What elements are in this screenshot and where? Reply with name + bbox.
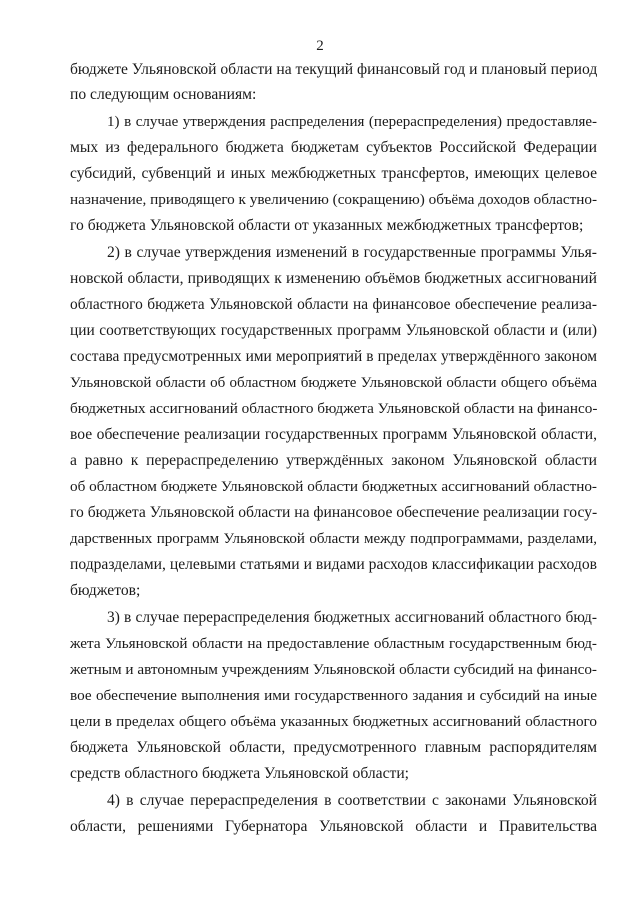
text-line: ции соответствующих государственных программ Ульяновской области и (или) <box>70 322 597 339</box>
text-line: вое обеспечение реализации государственных программ Ульяновской области, <box>70 426 597 443</box>
text-line: областного бюджета Ульяновской области на финансовое обеспечение реализа- <box>70 296 597 313</box>
text-line: 2) в случае утверждения изменений в государственные программы Улья- <box>107 244 597 261</box>
text-line: бюджете Ульяновской области на текущий финансовый год и плановый период <box>70 61 598 78</box>
text-line: жета Ульяновской области на предоставление областным государственным бюд- <box>70 635 597 652</box>
text-line: области, решениями Губернатора Ульяновской области и Правительства <box>70 818 597 835</box>
text-line: го бюджета Ульяновской области на финансовое обеспечение реализации госу- <box>70 504 598 521</box>
text-line: мых из федерального бюджета бюджетам субъектов Российской Федерации <box>70 139 597 156</box>
text-line: подразделами, целевыми статьями и видами расходов классификации расходов <box>70 556 597 573</box>
text-line: назначение, приводящего к увеличению (сокращению) объёма доходов областно- <box>70 191 598 208</box>
text-line: вое обеспечение выполнения ими государственного задания и субсидий на иные <box>70 687 597 704</box>
text-line: го бюджета Ульяновской области от указанных межбюджетных трансфертов; <box>70 217 584 234</box>
text-line: 3) в случае перераспределения бюджетных ассигнований областного бюд- <box>107 609 597 626</box>
text-line: бюджета Ульяновской области, предусмотренного главным распорядителям <box>70 739 597 756</box>
text-line: дарственных программ Ульяновской области между подпрограммами, разделами, <box>70 531 597 547</box>
text-line: бюджетных ассигнований областного бюджета Ульяновской области на финансо- <box>70 400 598 417</box>
text-line: об областном бюджете Ульяновской области бюджетных ассигнований областно- <box>70 478 597 495</box>
text-line: новской области, приводящих к изменению объёмов бюджетных ассигнований <box>70 270 597 287</box>
text-line: 1) в случае утверждения распределения (перераспределения) предоставляе- <box>107 114 597 130</box>
text-line: по следующим основаниям: <box>70 86 257 103</box>
text-line: 4) в случае перераспределения в соответствии с законами Ульяновской <box>107 792 597 809</box>
text-line: Ульяновской области об областном бюджете Ульяновской области общего объёма <box>70 375 597 391</box>
text-line: жетным и автономным учреждениям Ульяновской области субсидий на финансо- <box>70 661 597 678</box>
text-line: состава предусмотренных ими мероприятий в пределах утверждённого законом <box>70 348 597 365</box>
text-line: средств областного бюджета Ульяновской области; <box>70 765 409 782</box>
text-line: цели в пределах общего объёма указанных бюджетных ассигнований областного <box>70 713 597 730</box>
text-line: бюджетов; <box>70 582 141 599</box>
page-number: 2 <box>316 38 324 54</box>
text-line: субсидий, субвенций и иных межбюджетных трансфертов, имеющих целевое <box>70 165 597 182</box>
text-line: а равно к перераспределению утверждённых законом Ульяновской области <box>70 452 597 469</box>
